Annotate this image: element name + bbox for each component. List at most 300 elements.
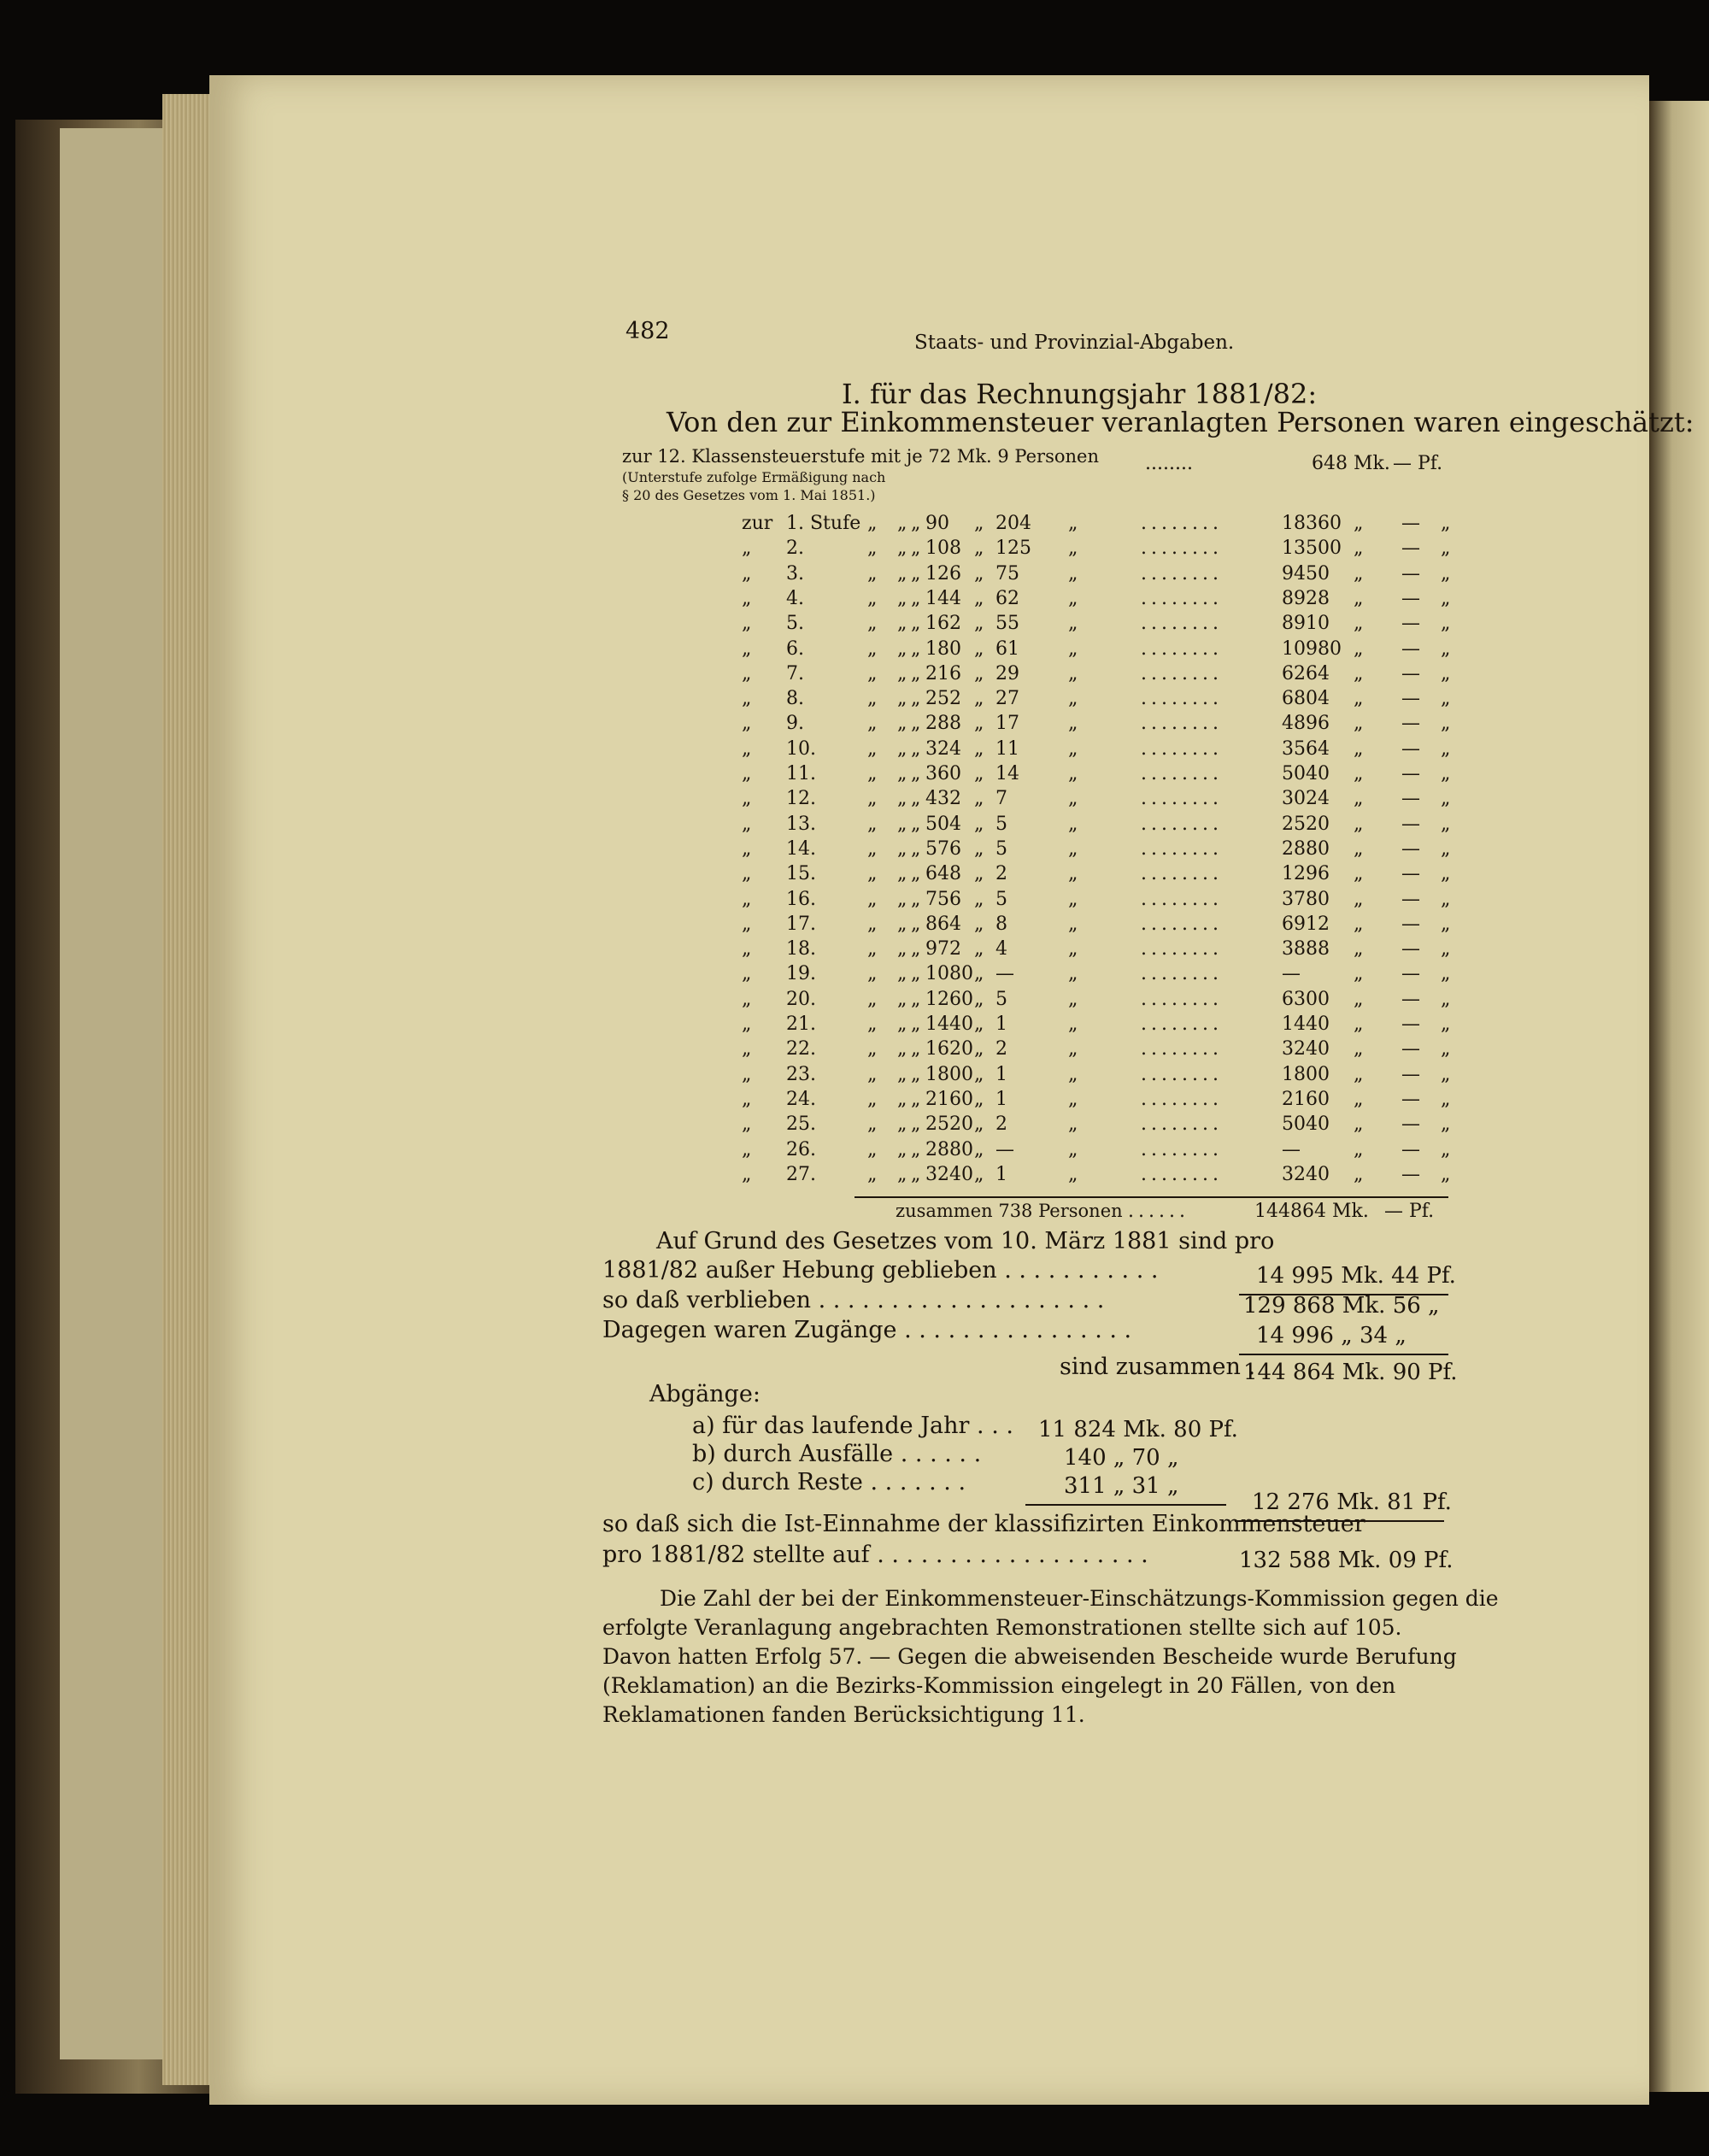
cell-ditto-5: „ <box>1068 763 1078 784</box>
cell-total: 1440 <box>1282 1013 1330 1035</box>
cell-ditto-1: „ <box>867 813 878 835</box>
calc-amount-5: 132 588 Mk. 09 Pf. <box>1239 1548 1454 1573</box>
cell-ditto-4: „ <box>974 813 984 835</box>
cell-ditto-1: „ <box>867 1163 878 1185</box>
cell-dots: ........ <box>1141 1088 1223 1110</box>
cell-dots: ........ <box>1141 1038 1223 1060</box>
cell-ditto-7: „ <box>1441 662 1451 684</box>
cell-ditto-2: „ <box>897 1063 907 1085</box>
cell-dash: — <box>1401 888 1420 910</box>
table-row <box>0 588 1709 613</box>
cell-ditto-4: „ <box>974 713 984 735</box>
table-row <box>0 788 1709 813</box>
cell-ditto-7: „ <box>1441 1038 1451 1060</box>
cell-dots: ........ <box>1141 913 1223 935</box>
cell-ditto-6: „ <box>1354 513 1364 534</box>
cell-ditto-5: „ <box>1068 637 1078 660</box>
cell-ditto-6: „ <box>1354 1013 1364 1035</box>
cell-total: 3888 <box>1282 938 1330 961</box>
cell-ditto-4: „ <box>974 662 984 684</box>
cell-prefix: „ <box>742 837 752 860</box>
cell-ditto-5: „ <box>1068 688 1078 710</box>
cell-dash: — <box>1401 713 1420 735</box>
cell-dash: — <box>1401 688 1420 710</box>
cell-total: — <box>1282 963 1301 985</box>
table-row <box>0 563 1709 588</box>
cell-stufe: 2. <box>786 538 804 560</box>
table-row <box>0 1164 1709 1189</box>
cell-ditto-3: „ <box>911 1138 921 1160</box>
cell-ditto-7: „ <box>1441 637 1451 660</box>
cell-ditto-4: „ <box>974 637 984 660</box>
table-row <box>0 613 1709 637</box>
cell-dots: ........ <box>1141 888 1223 910</box>
cell-ditto-7: „ <box>1441 988 1451 1010</box>
cell-ditto-6: „ <box>1354 1113 1364 1136</box>
cell-ditto-7: „ <box>1441 513 1451 534</box>
cell-ditto-2: „ <box>897 988 907 1010</box>
cell-dots: ........ <box>1141 662 1223 684</box>
page-number: 482 <box>625 318 670 344</box>
cell-rate: 972 <box>925 938 961 961</box>
cell-count: 62 <box>995 587 1019 609</box>
cell-prefix: „ <box>742 1113 752 1136</box>
cell-ditto-1: „ <box>867 938 878 961</box>
cell-stufe: 17. <box>786 913 816 935</box>
cell-rate: 180 <box>925 637 961 660</box>
cell-ditto-3: „ <box>911 713 921 735</box>
cell-ditto-5: „ <box>1068 562 1078 585</box>
cell-dash: — <box>1401 737 1420 760</box>
calc-line-3: Dagegen waren Zugänge . . . . . . . . . . . . . . . . <box>602 1317 1132 1343</box>
cell-ditto-3: „ <box>911 587 921 609</box>
cell-stufe: 15. <box>786 863 816 885</box>
cell-dots: ........ <box>1141 613 1223 635</box>
cell-total: 3240 <box>1282 1038 1330 1060</box>
cell-count: 5 <box>995 813 1007 835</box>
table-row <box>0 1064 1709 1089</box>
cell-ditto-7: „ <box>1441 688 1451 710</box>
cell-rate: 504 <box>925 813 961 835</box>
total-dots: ...... <box>1128 1201 1189 1222</box>
cell-prefix: „ <box>742 788 752 810</box>
abgang-a-amount: 11 824 Mk. 80 Pf. <box>1038 1417 1238 1442</box>
cell-ditto-1: „ <box>867 888 878 910</box>
cell-stufe: 8. <box>786 688 804 710</box>
cell-ditto-2: „ <box>897 662 907 684</box>
cell-dots: ........ <box>1141 513 1223 534</box>
cell-ditto-1: „ <box>867 988 878 1010</box>
cell-ditto-1: „ <box>867 1113 878 1136</box>
cell-prefix: „ <box>742 763 752 784</box>
cell-dash: — <box>1401 988 1420 1010</box>
cell-prefix: „ <box>742 688 752 710</box>
cell-ditto-7: „ <box>1441 587 1451 609</box>
calc-line-rule-3 <box>1239 1354 1448 1355</box>
cell-ditto-3: „ <box>911 763 921 784</box>
cell-ditto-3: „ <box>911 988 921 1010</box>
cell-ditto-6: „ <box>1354 1163 1364 1185</box>
cell-ditto-6: „ <box>1354 1138 1364 1160</box>
cell-count: 2 <box>995 863 1007 885</box>
cell-total: 2520 <box>1282 813 1330 835</box>
table-row <box>0 513 1709 538</box>
cell-ditto-7: „ <box>1441 1088 1451 1110</box>
cell-dash: — <box>1401 863 1420 885</box>
cell-total: 6804 <box>1282 688 1330 710</box>
table-row <box>0 1038 1709 1063</box>
cell-total: 2880 <box>1282 837 1330 860</box>
cell-ditto-3: „ <box>911 538 921 560</box>
table-row <box>0 763 1709 788</box>
cell-ditto-2: „ <box>897 763 907 784</box>
cell-dots: ........ <box>1141 1163 1223 1185</box>
cell-dots: ........ <box>1141 813 1223 835</box>
cell-ditto-4: „ <box>974 1138 984 1160</box>
cell-ditto-1: „ <box>867 538 878 560</box>
cell-prefix: „ <box>742 1063 752 1085</box>
calc-line-1a: Auf Grund des Gesetzes vom 10. März 1881 sind pro <box>656 1228 1275 1254</box>
cell-ditto-6: „ <box>1354 637 1364 660</box>
cell-dash: — <box>1401 938 1420 961</box>
cell-ditto-5: „ <box>1068 837 1078 860</box>
cell-dots: ........ <box>1141 1063 1223 1085</box>
cell-total: — <box>1282 1138 1301 1160</box>
table-row <box>0 889 1709 914</box>
cell-prefix: „ <box>742 737 752 760</box>
cell-stufe: 24. <box>786 1088 816 1110</box>
cell-rate: 3240 <box>925 1163 973 1185</box>
cell-dots: ........ <box>1141 788 1223 810</box>
table-row <box>0 938 1709 963</box>
cell-ditto-5: „ <box>1068 863 1078 885</box>
cell-total: 8928 <box>1282 587 1330 609</box>
cell-total: 9450 <box>1282 562 1330 585</box>
cell-count: 5 <box>995 988 1007 1010</box>
cell-ditto-5: „ <box>1068 913 1078 935</box>
cell-prefix: „ <box>742 538 752 560</box>
cell-count: 2 <box>995 1113 1007 1136</box>
cell-rate: 1800 <box>925 1063 973 1085</box>
cell-dash: — <box>1401 513 1420 534</box>
table-row <box>0 863 1709 888</box>
cell-dash: — <box>1401 538 1420 560</box>
cell-ditto-2: „ <box>897 587 907 609</box>
cell-ditto-3: „ <box>911 662 921 684</box>
cell-total: 18360 <box>1282 513 1342 534</box>
cell-count: 1 <box>995 1013 1007 1035</box>
cell-ditto-7: „ <box>1441 938 1451 961</box>
cell-dash: — <box>1401 587 1420 609</box>
cell-ditto-1: „ <box>867 1138 878 1160</box>
cell-ditto-7: „ <box>1441 613 1451 635</box>
cell-rate: 108 <box>925 538 961 560</box>
table-row <box>0 838 1709 863</box>
cell-ditto-7: „ <box>1441 788 1451 810</box>
cell-total: 13500 <box>1282 538 1342 560</box>
cell-total: 6264 <box>1282 662 1330 684</box>
cell-ditto-2: „ <box>897 713 907 735</box>
cell-dots: ........ <box>1141 562 1223 585</box>
cell-ditto-1: „ <box>867 837 878 860</box>
cell-total: 6300 <box>1282 988 1330 1010</box>
cell-count: — <box>995 1138 1014 1160</box>
cell-dash: — <box>1401 637 1420 660</box>
paragraph-line-3: Davon hatten Erfolg 57. — Gegen die abweisenden Bescheide wurde Berufung <box>602 1644 1457 1669</box>
cell-total: 10980 <box>1282 637 1342 660</box>
calc-line-1b: 1881/82 außer Hebung geblieben . . . . . . . . . . . <box>602 1257 1159 1284</box>
cell-stufe: 7. <box>786 662 804 684</box>
cell-ditto-6: „ <box>1354 763 1364 784</box>
cell-rate: 126 <box>925 562 961 585</box>
cell-count: 11 <box>995 737 1019 760</box>
cell-count: 61 <box>995 637 1019 660</box>
cell-rate: 1440 <box>925 1013 973 1035</box>
cell-dash: — <box>1401 788 1420 810</box>
section-title: I. für das Rechnungsjahr 1881/82: <box>842 378 1318 410</box>
cell-stufe: 5. <box>786 613 804 635</box>
cell-prefix: „ <box>742 613 752 635</box>
cell-prefix: „ <box>742 713 752 735</box>
first-row-label: zur 12. Klassensteuerstufe mit je 72 Mk. 9 Personen <box>622 446 1099 467</box>
cell-ditto-4: „ <box>974 837 984 860</box>
cell-ditto-4: „ <box>974 587 984 609</box>
cell-dots: ........ <box>1141 1138 1223 1160</box>
total-row <box>0 1201 1709 1225</box>
cell-ditto-1: „ <box>867 613 878 635</box>
cell-ditto-5: „ <box>1068 613 1078 635</box>
cell-rate: 162 <box>925 613 961 635</box>
cell-dash: — <box>1401 1163 1420 1185</box>
cell-count: 1 <box>995 1088 1007 1110</box>
cell-stufe: 9. <box>786 713 804 735</box>
cell-ditto-3: „ <box>911 963 921 985</box>
table-row <box>0 989 1709 1013</box>
cell-prefix: „ <box>742 913 752 935</box>
cell-ditto-4: „ <box>974 1013 984 1035</box>
cell-stufe: 25. <box>786 1113 816 1136</box>
section-subtitle: Von den zur Einkommensteuer veranlagten Personen waren eingeschätzt: <box>667 406 1694 438</box>
cell-ditto-2: „ <box>897 837 907 860</box>
cell-ditto-7: „ <box>1441 1063 1451 1085</box>
cell-stufe: 20. <box>786 988 816 1010</box>
cell-ditto-1: „ <box>867 788 878 810</box>
cell-ditto-4: „ <box>974 863 984 885</box>
cell-rate: 360 <box>925 763 961 784</box>
cell-dash: — <box>1401 1138 1420 1160</box>
cell-ditto-3: „ <box>911 1113 921 1136</box>
cell-rate: 2160 <box>925 1088 973 1110</box>
cell-count: 1 <box>995 1163 1007 1185</box>
cell-ditto-4: „ <box>974 562 984 585</box>
cell-ditto-4: „ <box>974 788 984 810</box>
cell-ditto-6: „ <box>1354 587 1364 609</box>
abgaenge-total: 12 276 Mk. 81 Pf. <box>1252 1489 1452 1515</box>
cell-count: 7 <box>995 788 1007 810</box>
cell-ditto-7: „ <box>1441 963 1451 985</box>
table-row <box>0 638 1709 663</box>
cell-ditto-4: „ <box>974 1088 984 1110</box>
cell-dots: ........ <box>1141 963 1223 985</box>
cell-ditto-2: „ <box>897 1113 907 1136</box>
cell-ditto-1: „ <box>867 763 878 784</box>
cell-count: 5 <box>995 888 1007 910</box>
abgaenge-heading: Abgänge: <box>649 1381 761 1407</box>
paragraph-line-5: Reklamationen fanden Berücksichtigung 11. <box>602 1702 1085 1727</box>
cell-prefix: zur <box>742 513 773 534</box>
cell-dash: — <box>1401 562 1420 585</box>
table-sum-line <box>854 1196 1448 1198</box>
cell-ditto-2: „ <box>897 538 907 560</box>
cell-ditto-2: „ <box>897 1038 907 1060</box>
cell-ditto-5: „ <box>1068 1013 1078 1035</box>
cell-rate: 288 <box>925 713 961 735</box>
cell-ditto-6: „ <box>1354 662 1364 684</box>
cell-ditto-7: „ <box>1441 713 1451 735</box>
cell-ditto-7: „ <box>1441 1163 1451 1185</box>
cell-rate: 648 <box>925 863 961 885</box>
cell-ditto-3: „ <box>911 813 921 835</box>
cell-total: 3564 <box>1282 737 1330 760</box>
cell-ditto-4: „ <box>974 737 984 760</box>
cell-ditto-4: „ <box>974 688 984 710</box>
cell-ditto-4: „ <box>974 513 984 534</box>
cell-ditto-5: „ <box>1068 513 1078 534</box>
cell-total: 3024 <box>1282 788 1330 810</box>
cell-ditto-5: „ <box>1068 737 1078 760</box>
cell-ditto-7: „ <box>1441 737 1451 760</box>
cell-ditto-2: „ <box>897 637 907 660</box>
cell-dots: ........ <box>1141 1113 1223 1136</box>
cell-stufe: 19. <box>786 963 816 985</box>
cell-ditto-2: „ <box>897 562 907 585</box>
cell-ditto-6: „ <box>1354 688 1364 710</box>
table-row <box>0 538 1709 562</box>
table-row <box>0 1013 1709 1038</box>
cell-ditto-1: „ <box>867 737 878 760</box>
cell-stufe: 12. <box>786 788 816 810</box>
cell-ditto-5: „ <box>1068 988 1078 1010</box>
cell-ditto-1: „ <box>867 1088 878 1110</box>
cell-ditto-5: „ <box>1068 888 1078 910</box>
abgang-b-label: b) durch Ausfälle . . . . . . <box>692 1441 982 1467</box>
cell-ditto-7: „ <box>1441 562 1451 585</box>
calc-amount-1: 14 995 Mk. 44 Pf. <box>1256 1263 1456 1289</box>
cell-ditto-1: „ <box>867 688 878 710</box>
cell-ditto-7: „ <box>1441 1113 1451 1136</box>
cell-ditto-4: „ <box>974 888 984 910</box>
cell-ditto-7: „ <box>1441 913 1451 935</box>
cell-count: 27 <box>995 688 1019 710</box>
cell-ditto-2: „ <box>897 613 907 635</box>
cell-ditto-1: „ <box>867 1013 878 1035</box>
cell-dash: — <box>1401 1063 1420 1085</box>
cell-stufe: 6. <box>786 637 804 660</box>
cell-dots: ........ <box>1141 713 1223 735</box>
cell-count: 125 <box>995 538 1031 560</box>
abgang-c-label: c) durch Reste . . . . . . . <box>692 1469 966 1495</box>
paragraph-line-2: erfolgte Veranlagung angebrachten Remonstrationen stellte sich auf 105. <box>602 1615 1402 1640</box>
cell-count: 204 <box>995 513 1031 534</box>
cell-ditto-2: „ <box>897 513 907 534</box>
cell-prefix: „ <box>742 1038 752 1060</box>
calc-amount-4: 144 864 Mk. 90 Pf. <box>1243 1360 1458 1385</box>
cell-ditto-3: „ <box>911 837 921 860</box>
cell-dash: — <box>1401 1038 1420 1060</box>
cell-ditto-7: „ <box>1441 1138 1451 1160</box>
cell-rate: 216 <box>925 662 961 684</box>
cell-dots: ........ <box>1141 587 1223 609</box>
cell-stufe: 23. <box>786 1063 816 1085</box>
cell-rate: 432 <box>925 788 961 810</box>
cell-dash: — <box>1401 763 1420 784</box>
cell-ditto-5: „ <box>1068 1113 1078 1136</box>
abgang-a-label: a) für das laufende Jahr . . . <box>692 1413 1013 1439</box>
cell-ditto-2: „ <box>897 788 907 810</box>
cell-stufe: 14. <box>786 837 816 860</box>
cell-total: 8910 <box>1282 613 1330 635</box>
cell-total: 2160 <box>1282 1088 1330 1110</box>
cell-dash: — <box>1401 1013 1420 1035</box>
cell-ditto-4: „ <box>974 538 984 560</box>
cell-ditto-2: „ <box>897 688 907 710</box>
cell-ditto-2: „ <box>897 1088 907 1110</box>
table-row <box>0 713 1709 737</box>
table-row <box>0 963 1709 988</box>
cell-count: 75 <box>995 562 1019 585</box>
cell-stufe: 13. <box>786 813 816 835</box>
first-row-dots: ........ <box>1145 453 1193 474</box>
cell-dots: ........ <box>1141 988 1223 1010</box>
calc-line-5a: so daß sich die Ist-Einnahme der klassifizirten Einkommensteuer <box>602 1511 1365 1537</box>
cell-rate: 2520 <box>925 1113 973 1136</box>
cell-prefix: „ <box>742 637 752 660</box>
cell-dots: ........ <box>1141 637 1223 660</box>
cell-ditto-5: „ <box>1068 1138 1078 1160</box>
table-row <box>0 663 1709 688</box>
cell-ditto-3: „ <box>911 688 921 710</box>
cell-total: 3240 <box>1282 1163 1330 1185</box>
cell-rate: 252 <box>925 688 961 710</box>
first-row-pf: — Pf. <box>1393 453 1443 474</box>
cell-ditto-1: „ <box>867 562 878 585</box>
cell-ditto-3: „ <box>911 888 921 910</box>
cell-ditto-4: „ <box>974 938 984 961</box>
paragraph-line-4: (Reklamation) an die Bezirks-Kommission eingelegt in 20 Fällen, von den <box>602 1673 1396 1698</box>
cell-ditto-1: „ <box>867 513 878 534</box>
table-row <box>0 814 1709 838</box>
cell-ditto-6: „ <box>1354 813 1364 835</box>
cell-ditto-6: „ <box>1354 938 1364 961</box>
cell-ditto-5: „ <box>1068 538 1078 560</box>
cell-ditto-2: „ <box>897 737 907 760</box>
cell-ditto-6: „ <box>1354 888 1364 910</box>
cell-prefix: „ <box>742 988 752 1010</box>
calc-line-4: sind zusammen . <box>1060 1354 1256 1380</box>
cell-count: 5 <box>995 837 1007 860</box>
cell-rate: 90 <box>925 513 949 534</box>
cell-total: 1296 <box>1282 863 1330 885</box>
cell-ditto-7: „ <box>1441 863 1451 885</box>
cell-ditto-5: „ <box>1068 1063 1078 1085</box>
cell-prefix: „ <box>742 1138 752 1160</box>
cell-stufe: 3. <box>786 562 804 585</box>
cell-stufe: 22. <box>786 1038 816 1060</box>
cell-ditto-7: „ <box>1441 763 1451 784</box>
cell-ditto-5: „ <box>1068 713 1078 735</box>
first-row-amount: 648 Mk. <box>1312 453 1390 474</box>
abgang-c-amount: 311 „ 31 „ <box>1064 1473 1179 1499</box>
